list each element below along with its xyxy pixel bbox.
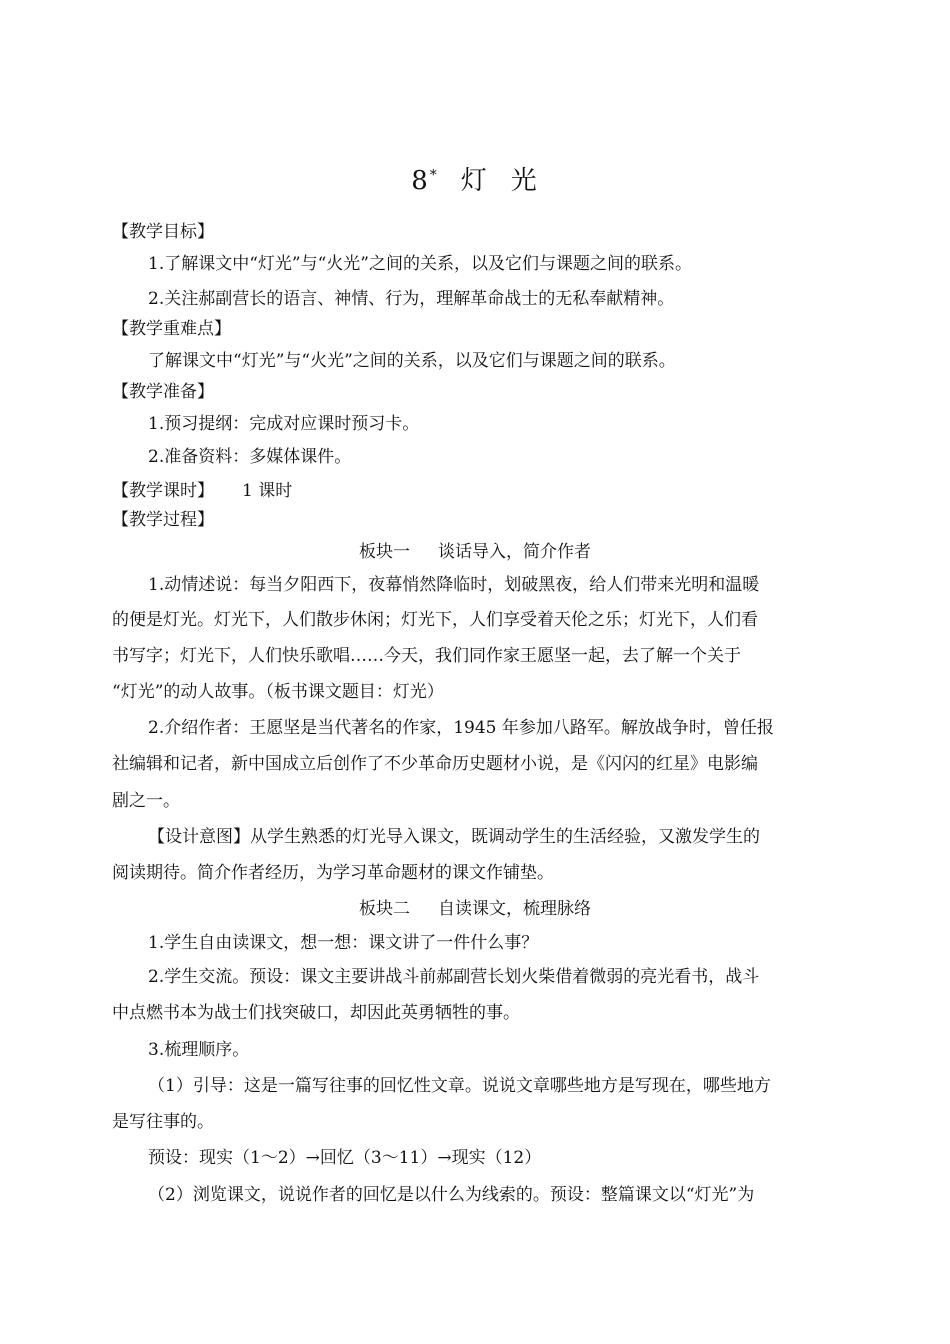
objective-1: 1.了解课文中“灯光”与“火光”之间的关系，以及它们与课题之间的联系。 [148, 254, 692, 274]
section-2-label: 板块二 [359, 899, 410, 919]
heading-periods [112, 476, 842, 501]
step-3-1-line-1: （1）引导：这是一篇写往事的回忆性文章。说说文章哪些地方是写现在，哪些地方 [148, 1076, 771, 1096]
lesson-title [0, 160, 950, 197]
periods-label: 【教学课时】 [112, 481, 214, 501]
para-2-line-3: 剧之一。 [112, 791, 180, 811]
para-1-line-4: “灯光”的动人故事。（板书课文题目：灯光） [112, 682, 444, 702]
para-2-line-1: 2.介绍作者：王愿坚是当代著名的作家，1945 年参加八路军。解放战争时，曾任报 [148, 718, 774, 738]
step-3-1-line-2: 是写往事的。 [112, 1112, 214, 1132]
objective-2: 2.关注郝副营长的语言、神情、行为，理解革命战士的无私奉献精神。 [148, 289, 675, 309]
section-2-title [0, 894, 950, 919]
para-1-line-3: 书写字；灯光下，人们快乐歌唱……今天，我们同作家王愿坚一起，去了解一个关于 [112, 646, 741, 666]
para-2-line-2: 社编辑和记者，新中国成立后创作了不少革命历史题材小说，是《闪闪的红星》电影编 [112, 754, 758, 774]
key-point: 了解课文中“灯光”与“火光”之间的关系，以及它们与课题之间的联系。 [148, 351, 676, 371]
step-3: 3.梳理顺序。 [148, 1040, 250, 1060]
section-1-name: 谈话导入，简介作者 [438, 542, 591, 562]
section-1-title [0, 537, 950, 562]
para-1-line-2: 的便是灯光。灯光下，人们散步休闲；灯光下，人们享受着天伦之乐；灯光下，人们看 [112, 610, 758, 630]
heading-objectives: 【教学目标】 [112, 222, 214, 242]
periods-value: 1 课时 [242, 481, 293, 501]
heading-process: 【教学过程】 [112, 510, 214, 530]
para-1-line-1: 1.动情述说：每当夕阳西下，夜幕悄然降临时，划破黑夜，给人们带来光明和温暖 [148, 575, 760, 595]
preparation-2: 2.准备资料：多媒体课件。 [148, 447, 352, 467]
step-1: 1.学生自由读课文，想一想：课文讲了一件什么事？ [148, 933, 539, 953]
section-1-label: 板块一 [359, 542, 410, 562]
design-intent-line-2: 阅读期待。简介作者经历，为学习革命题材的课文作铺垫。 [112, 863, 554, 883]
step-2-line-2: 中点燃书本为战士们找突破口，却因此英勇牺牲的事。 [112, 1003, 520, 1023]
lesson-number: 8 [411, 166, 430, 196]
title-char-1: 灯 [460, 166, 489, 196]
heading-key-points: 【教学重难点】 [112, 319, 231, 339]
design-intent-line-1: 【设计意图】从学生熟悉的灯光导入课文，既调动学生的生活经验，又激发学生的 [148, 827, 760, 847]
preparation-1: 1.预习提纲：完成对应课时预习卡。 [148, 414, 420, 434]
step-3-1-preset: 预设：现实（1～2）→回忆（3～11）→现实（12） [148, 1148, 542, 1168]
heading-preparation: 【教学准备】 [112, 382, 214, 402]
title-char-2: 光 [510, 166, 539, 196]
section-2-name: 自读课文，梳理脉络 [438, 899, 591, 919]
step-3-2-line-1: （2）浏览课文，说说作者的回忆是以什么为线索的。预设：整篇课文以“灯光”为 [148, 1185, 755, 1205]
lesson-mark: * [429, 167, 439, 184]
step-2-line-1: 2.学生交流。预设：课文主要讲战斗前郝副营长划火柴借着微弱的亮光看书，战斗 [148, 967, 760, 987]
